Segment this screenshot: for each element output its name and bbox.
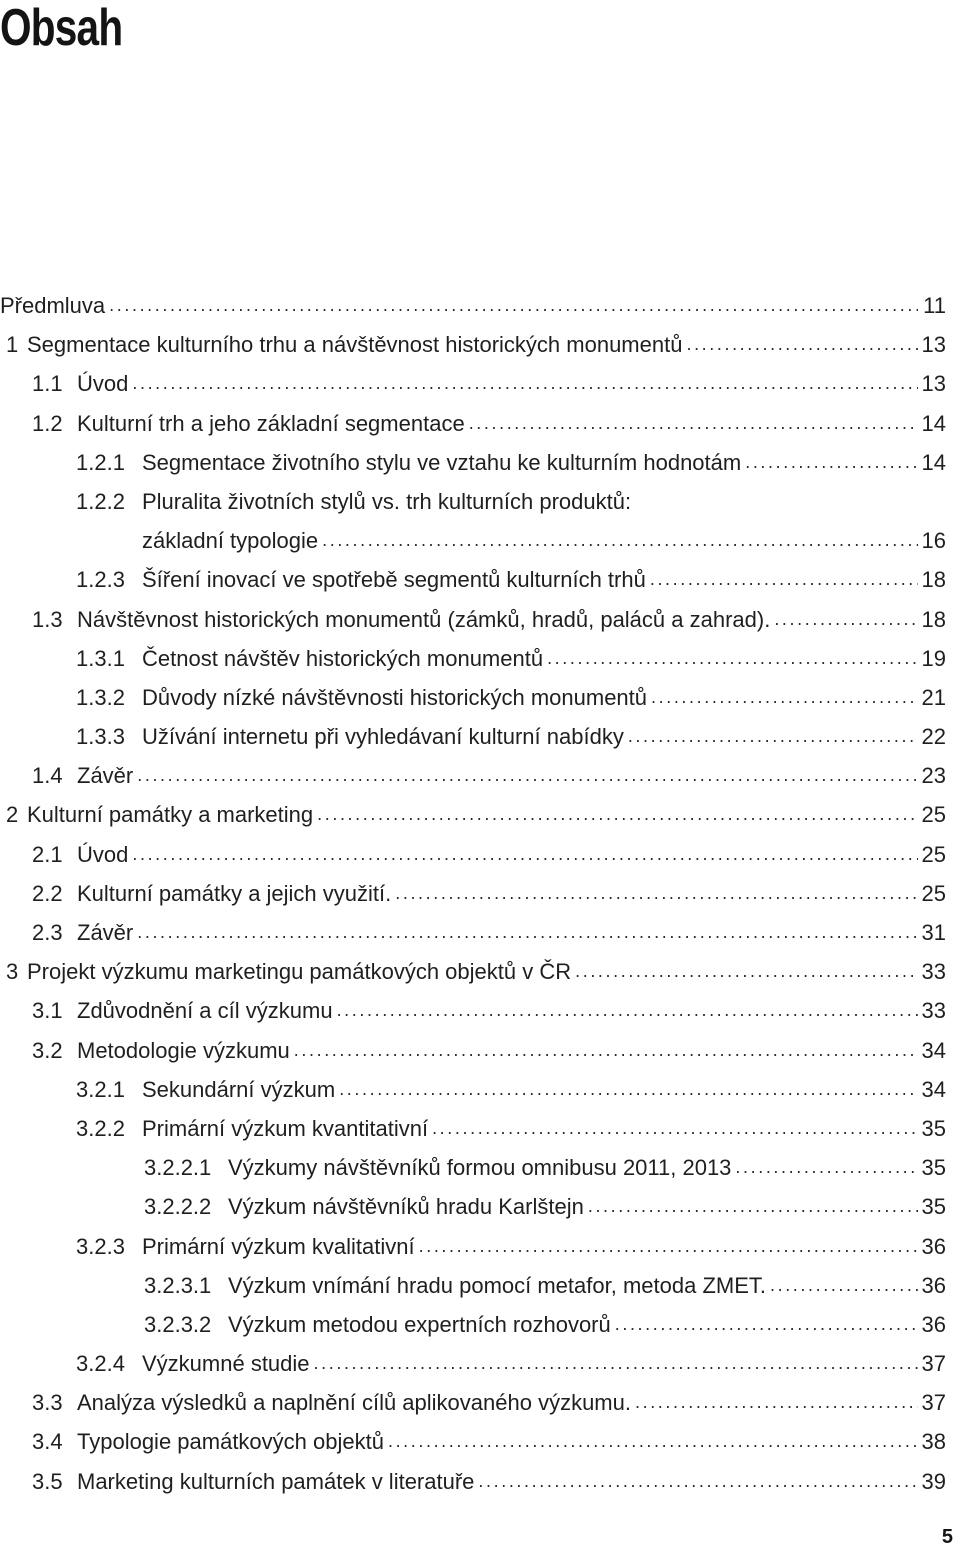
toc-entry[interactable] — [0, 913, 946, 952]
toc-entry-number: 2.2 — [32, 880, 63, 906]
toc-entry-page: 18 — [921, 606, 946, 632]
dot-leader — [741, 443, 918, 482]
toc-entry-number: 2.1 — [32, 841, 63, 867]
toc-entry-page: 11 — [923, 293, 946, 318]
toc-entry-title: Výzkum návštěvníků hradu Karlštejn — [228, 1194, 584, 1220]
toc-entry[interactable] — [0, 952, 946, 991]
toc-entry-title: Primární výzkum kvalitativní — [142, 1233, 415, 1259]
dot-leader — [571, 952, 918, 991]
toc-entry-number: 1.3.1 — [76, 645, 125, 671]
toc-entry-page: 35 — [921, 1194, 946, 1220]
toc-entry-page: 22 — [921, 724, 946, 750]
toc-entry-title: Pluralita životních stylů vs. trh kulturních produktů: — [142, 488, 632, 514]
toc-entry-page: 38 — [921, 1429, 946, 1455]
toc-entry[interactable] — [0, 717, 946, 756]
toc-entry-title: Závěr — [77, 763, 134, 789]
toc-entry-page: 19 — [921, 645, 946, 671]
dot-leader — [646, 560, 918, 599]
dot-leader — [128, 364, 918, 403]
toc-entry-number: 1 — [6, 332, 19, 358]
toc-entry-page: 13 — [921, 332, 946, 358]
dot-leader — [290, 1031, 918, 1070]
dot-leader — [682, 325, 918, 364]
dot-leader — [313, 795, 918, 834]
toc-entry-number: 3.3 — [32, 1390, 63, 1416]
toc-entry-title-continued: základní typologie — [142, 528, 319, 554]
toc-entry[interactable] — [0, 1227, 946, 1266]
toc-entry[interactable] — [0, 1109, 946, 1148]
toc-entry-page: 18 — [921, 567, 946, 593]
toc-entry-title: Zdůvodnění a cíl výzkumu — [77, 998, 333, 1024]
toc-entry-number: 3.2.3.1 — [144, 1272, 212, 1298]
dot-leader — [128, 835, 918, 874]
toc-entry-page: 34 — [921, 1037, 946, 1063]
dot-leader — [474, 1462, 918, 1501]
toc-entry[interactable] — [0, 756, 946, 795]
dot-leader — [770, 600, 918, 639]
dot-leader — [105, 286, 918, 325]
toc-entry-title: Segmentace životního stylu ve vztahu ke kulturním hodnotám — [142, 449, 742, 475]
toc-entry-title: Výzkum metodou expertních rozhovorů — [228, 1311, 611, 1337]
toc-entry-page: 37 — [921, 1351, 946, 1377]
toc-entry-title: Předmluva — [0, 293, 106, 318]
toc-entry-number: 3.2.2.1 — [144, 1155, 212, 1181]
toc-entry-page: 25 — [921, 880, 946, 906]
toc-entry[interactable] — [0, 1462, 946, 1501]
toc-entry[interactable] — [0, 795, 946, 834]
dot-leader — [333, 991, 918, 1030]
toc-entry-number: 3.2.2 — [76, 1115, 125, 1141]
toc-entry[interactable] — [0, 560, 946, 599]
toc-entry-number: 3.1 — [32, 998, 63, 1024]
toc-entry-page: 36 — [921, 1272, 946, 1298]
toc-entry-title: Výzkumy návštěvníků formou omnibusu 2011, 2013 — [228, 1155, 732, 1181]
toc-entry-page: 39 — [921, 1468, 946, 1494]
toc-entry-number: 3.4 — [32, 1429, 63, 1455]
dot-leader — [631, 1383, 918, 1422]
toc-entry-number: 3.5 — [32, 1468, 63, 1494]
toc-entry[interactable] — [0, 639, 946, 678]
toc-entry-number: 3.2.3 — [76, 1233, 125, 1259]
toc-entry-page: 33 — [921, 959, 946, 985]
toc-entry-title: Četnost návštěv historických monumentů — [142, 645, 544, 671]
toc-entry-title: Kulturní trh a jeho základní segmentace — [77, 410, 465, 436]
toc-entry-page: 25 — [921, 802, 946, 828]
toc-entry[interactable] — [0, 1070, 946, 1109]
dot-leader — [766, 1266, 918, 1305]
toc-entry[interactable] — [0, 1383, 946, 1422]
dot-leader — [133, 913, 918, 952]
toc-entry-number: 1.3 — [32, 606, 63, 632]
toc-entry[interactable] — [0, 482, 946, 560]
dot-leader — [465, 404, 918, 443]
toc-entry-number: 1.2 — [32, 410, 63, 436]
toc-entry-number: 2.3 — [32, 920, 63, 946]
toc-entry[interactable] — [0, 874, 946, 913]
dot-leader — [335, 1070, 918, 1109]
toc-entry[interactable] — [0, 1031, 946, 1070]
toc-entry[interactable] — [0, 1266, 946, 1305]
dot-leader — [611, 1305, 918, 1344]
toc-entry-title: Výzkumné studie — [142, 1351, 310, 1377]
toc-entry-title: Výzkum vnímání hradu pomocí metafor, metoda ZMET. — [228, 1272, 766, 1298]
toc-entry-page: 21 — [921, 684, 946, 710]
toc-entry[interactable] — [0, 991, 946, 1030]
toc-entry-title: Typologie památkových objektů — [77, 1429, 384, 1455]
dot-leader — [584, 1187, 918, 1226]
toc-entry[interactable] — [0, 678, 946, 717]
toc-entry[interactable] — [0, 1148, 946, 1187]
page-title: Obsah — [0, 0, 123, 57]
page-number: 5 — [941, 1526, 953, 1548]
toc-entry-page: 14 — [921, 410, 946, 436]
toc-entry-title: Analýza výsledků a naplnění cílů aplikovaného výzkumu. — [77, 1390, 631, 1416]
toc-entry-page: 37 — [921, 1390, 946, 1416]
toc-entry-title: Kulturní památky a jejich využití. — [77, 880, 392, 906]
toc-entry-page: 25 — [921, 841, 946, 867]
toc-entry[interactable] — [0, 1344, 946, 1383]
toc-entry[interactable] — [0, 404, 946, 443]
dot-leader — [415, 1227, 918, 1266]
toc-entry-title: Užívání internetu při vyhledávaní kulturní nabídky — [142, 724, 624, 750]
toc-entry-title: Marketing kulturních památek v literatuře — [77, 1468, 475, 1494]
toc-entry-number: 3.2.3.2 — [144, 1311, 212, 1337]
toc-entry-page: 33 — [921, 998, 946, 1024]
toc-entry-title: Sekundární výzkum — [142, 1076, 336, 1102]
toc-entry[interactable] — [0, 835, 946, 874]
toc-entry-number: 1.2.2 — [76, 488, 125, 514]
dot-leader — [731, 1148, 918, 1187]
toc-entry-number: 1.2.3 — [76, 567, 125, 593]
toc-entry-number: 1.3.3 — [76, 724, 125, 750]
dot-leader — [647, 678, 918, 717]
toc-entry-title: Úvod — [77, 371, 129, 397]
toc-entry-page: 34 — [921, 1076, 946, 1102]
toc-entry-title: Kulturní památky a marketing — [27, 802, 314, 828]
toc-entry-page: 36 — [921, 1311, 946, 1337]
dot-leader — [624, 717, 918, 756]
toc-entry-number: 3.2.2.2 — [144, 1194, 212, 1220]
toc-entry-title: Úvod — [77, 841, 129, 867]
toc-entry-number: 3 — [6, 959, 19, 985]
toc-entry[interactable] — [0, 325, 946, 364]
toc-entry[interactable] — [0, 364, 946, 403]
dot-leader — [391, 874, 918, 913]
dot-leader — [318, 521, 918, 560]
toc-entry-page: 35 — [921, 1155, 946, 1181]
toc-entry-number: 1.1 — [32, 371, 63, 397]
toc-entry[interactable] — [0, 600, 946, 639]
toc-entry-page: 16 — [921, 528, 946, 554]
toc-entry-title: Šíření inovací ve spotřebě segmentů kulturních trhů — [142, 567, 646, 593]
toc-entry[interactable] — [0, 1187, 946, 1226]
toc-entry-title: Projekt výzkumu marketingu památkových objektů v ČR — [27, 959, 572, 985]
toc-entry-number: 3.2.1 — [76, 1076, 125, 1102]
toc-entry-page: 23 — [921, 763, 946, 789]
toc-entry-title: Závěr — [77, 920, 134, 946]
dot-leader — [543, 639, 918, 678]
toc-entry-page: 13 — [921, 371, 946, 397]
dot-leader — [310, 1344, 918, 1383]
toc-entry[interactable] — [0, 1305, 946, 1344]
toc-entry-title: Návštěvnost historických monumentů (zámků, hradů, paláců a zahrad). — [77, 606, 771, 632]
toc-entry-number: 1.3.2 — [76, 684, 125, 710]
toc-entry-number: 3.2.4 — [76, 1351, 125, 1377]
toc-entry[interactable] — [0, 1422, 946, 1461]
toc-entry-title: Metodologie výzkumu — [77, 1037, 290, 1063]
toc-entry[interactable] — [0, 286, 946, 325]
toc-entry-page: 31 — [921, 920, 946, 946]
toc-entry-title: Primární výzkum kvantitativní — [142, 1115, 429, 1141]
toc-entry-title: Segmentace kulturního trhu a návštěvnost historických monumentů — [27, 332, 683, 358]
toc-entry-page: 36 — [921, 1233, 946, 1259]
toc-entry-page: 35 — [921, 1115, 946, 1141]
toc-entry-number: 1.2.1 — [76, 449, 125, 475]
dot-leader — [384, 1422, 918, 1461]
toc-entry-title: Důvody nízké návštěvnosti historických monumentů — [142, 684, 648, 710]
toc-entry[interactable] — [0, 443, 946, 482]
toc-entry-number: 2 — [6, 802, 19, 828]
toc-entry-page: 14 — [921, 449, 946, 475]
dot-leader — [133, 756, 918, 795]
dot-leader — [428, 1109, 918, 1148]
table-of-contents — [0, 286, 946, 1501]
toc-entry-number: 1.4 — [32, 763, 63, 789]
toc-entry-number: 3.2 — [32, 1037, 63, 1063]
